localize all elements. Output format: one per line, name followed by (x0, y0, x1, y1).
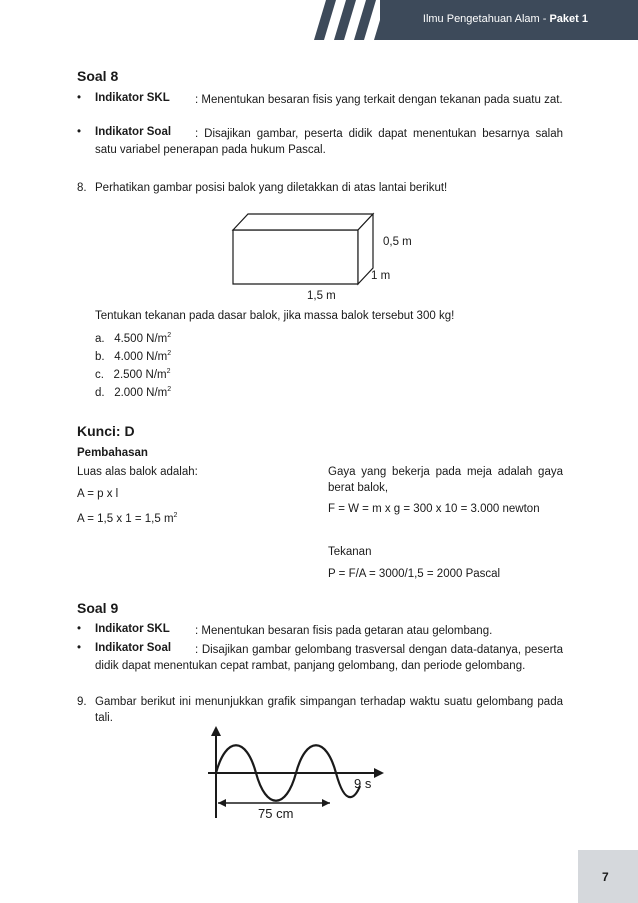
solution-left-line2: A = p x l (77, 488, 119, 500)
page-number-box (578, 850, 638, 903)
dimension-height-label: 0,5 m (383, 236, 412, 248)
length-arrow-right (322, 799, 330, 807)
solution-right-line2: F = W = m x g = 300 x 10 = 3.000 newton (328, 503, 540, 515)
wave-graph (200, 726, 390, 826)
soal9-skl-text: : Menentukan besaran fisis pada getaran atau gelombang. (195, 625, 493, 637)
soal9-soal-text: : Disajikan gambar gelombang trasversal dengan data-datanya, peserta didik dapat menentukan cepat rambat, panjang gelombang, dan periode gelombang. (95, 644, 563, 672)
dimension-length-label: 1,5 m (307, 290, 336, 302)
option-d: d. 2.000 $N/m^2$ (95, 386, 172, 399)
bullet: • (77, 623, 82, 635)
x-axis-arrow (374, 768, 384, 778)
soal9-skl-label: Indikator SKL (95, 623, 170, 635)
block-front-face (233, 230, 358, 284)
bullet: • (77, 126, 82, 138)
soal9-soal-label: Indikator Soal (95, 642, 172, 654)
soal8-soal-text: : Disajikan gambar, peserta didik dapat menentukan besarnya salah satu variabel penerapan pada hukum Pascal. (95, 128, 563, 156)
soal8-title: Soal 8 (77, 68, 119, 84)
soal8-skl-label: Indikator SKL (95, 92, 170, 104)
header-title: Ilmu Pengetahuan Alam - Paket 1 (422, 13, 588, 25)
option-a: a. 4.500 $N/m^2$ (95, 332, 172, 345)
soal8-skl-text: : Menentukan besaran fisis yang terkait dengan tekanan pada suatu zat. (195, 94, 563, 106)
solution-right-line1: Gaya yang bekerja pada meja adalah gaya berat balok, (328, 466, 563, 494)
soal8-question: Perhatikan gambar posisi balok yang diletakkan di atas lantai berikut! (95, 182, 448, 194)
soal9-question: Gambar berikut ini menunjukkan grafik simpangan terhadap waktu suatu gelombang pada tali. (95, 696, 563, 724)
soal8-question-number: 8. (77, 182, 87, 194)
length-label: 75 cm (258, 806, 294, 821)
page-number: 7 (602, 870, 609, 884)
solution-right-line3: Tekanan (328, 546, 372, 558)
block-top-face (233, 214, 373, 230)
option-c: c. 2.500 $N/m^2$ (95, 368, 171, 381)
soal9-question-number: 9. (77, 696, 87, 708)
solution-left-line3: A = 1,5 x 1 = 1,5 $m^2$ (77, 512, 178, 525)
solution-right-line4: P = F/A = 3000/1,5 = 2000 Pascal (328, 568, 501, 580)
soal8-prompt: Tentukan tekanan pada dasar balok, jika massa balok tersebut 300 kg! (95, 310, 455, 322)
option-b: b. 4.000 $N/m^2$ (95, 350, 172, 363)
bullet: • (77, 642, 82, 654)
pembahasan-heading: Pembahasan (77, 447, 148, 459)
time-label: 9 s (354, 776, 372, 791)
y-axis-arrow (211, 726, 221, 736)
dimension-depth-label: 1 m (371, 270, 391, 282)
bullet: • (77, 92, 82, 104)
soal9-title: Soal 9 (77, 600, 119, 616)
solution-left-line1: Luas alas balok adalah: (77, 466, 198, 478)
kunci-title: Kunci: D (77, 423, 135, 439)
length-arrow-left (218, 799, 226, 807)
soal8-soal-label: Indikator Soal (95, 126, 172, 138)
